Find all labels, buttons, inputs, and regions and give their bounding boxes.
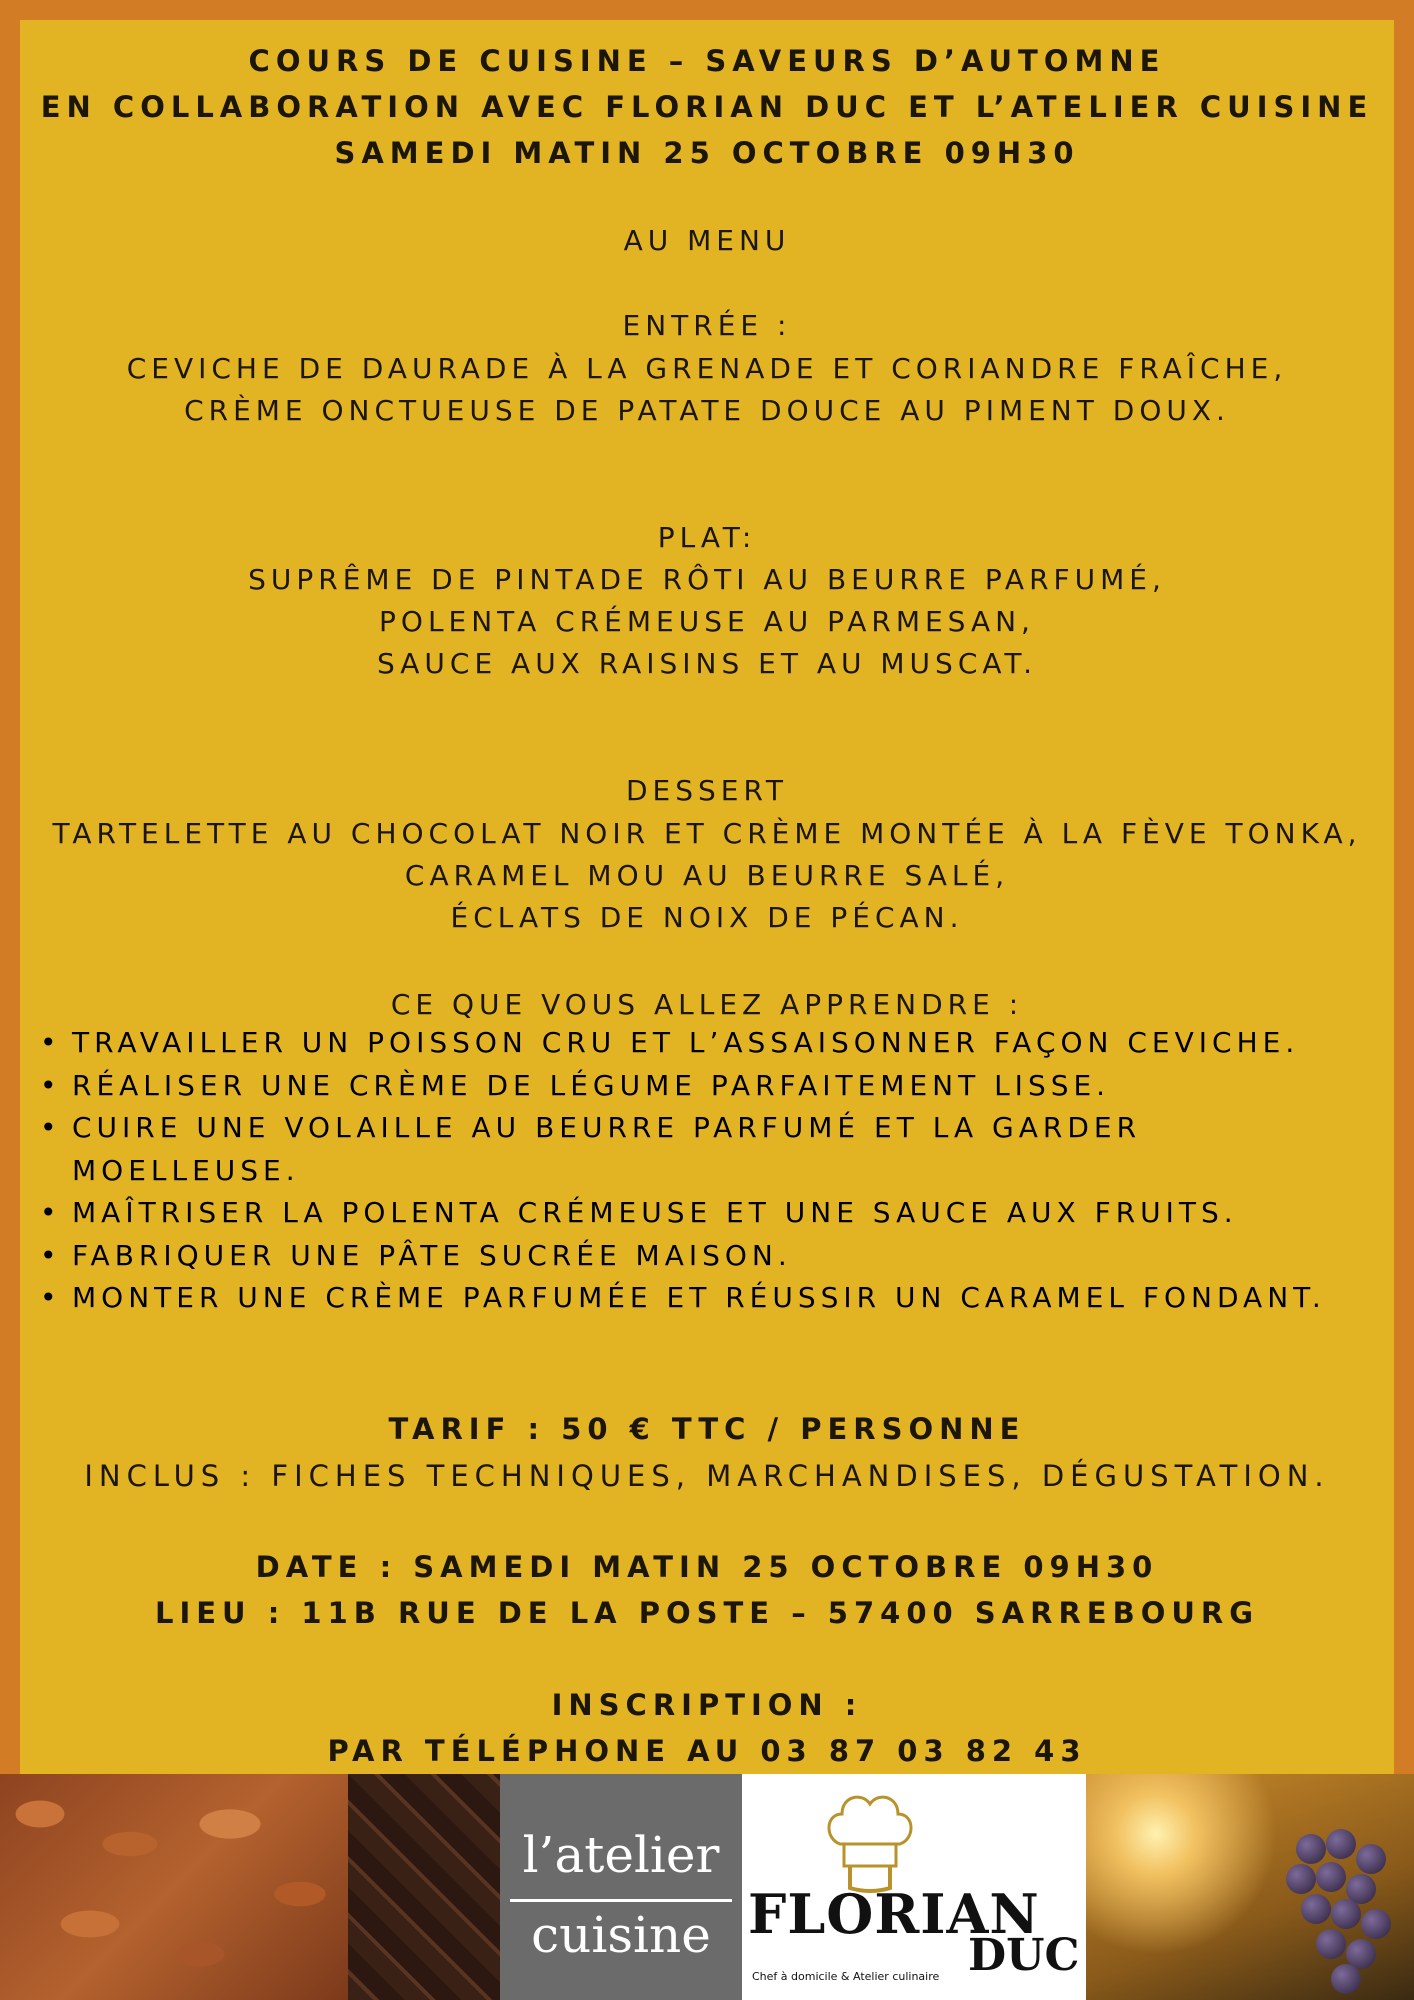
date-line: DATE : SAMEDI MATIN 25 OCTOBRE 09H30 — [255, 1550, 1159, 1584]
bullet: • — [40, 1281, 62, 1314]
plat-line: POLENTA CRÉMEUSE AU PARMESAN, — [379, 605, 1035, 638]
entree-line: CRÈME ONCTUEUSE DE PATATE DOUCE AU PIMENT DOUX. — [184, 394, 1230, 427]
collaboration-line: EN COLLABORATION AVEC FLORIAN DUC ET L’ATELIER CUISINE — [40, 90, 1374, 124]
dessert-line: ÉCLATS DE NOIX DE PÉCAN. — [450, 901, 964, 934]
learn-list — [40, 1022, 1326, 1320]
florian-duc-logo: FLORIAN DUC Chef à domicile & Atelier culinaire — [742, 1774, 1086, 2000]
bullet: • — [40, 1026, 62, 1059]
learn-heading: CE QUE VOUS ALLEZ APPRENDRE : — [390, 988, 1024, 1021]
dessert-line: TARTELETTE AU CHOCOLAT NOIR ET CRÈME MONTÉE À LA FÈVE TONKA, — [52, 817, 1362, 850]
chef-hat-icon — [820, 1784, 920, 1894]
grapes-photo — [1086, 1774, 1414, 2000]
inscription-label: INSCRIPTION : — [551, 1688, 863, 1722]
header-datetime: SAMEDI MATIN 25 OCTOBRE 09H30 — [334, 136, 1080, 170]
bullet: • — [40, 1196, 62, 1229]
dessert-label: DESSERT — [625, 774, 788, 807]
plat-line: SAUCE AUX RAISINS ET AU MUSCAT. — [376, 647, 1038, 680]
poster-title: COURS DE CUISINE – SAVEURS D’AUTOMNE — [248, 44, 1166, 78]
menu-heading: AU MENU — [623, 224, 791, 257]
list-item: • CUIRE UNE VOLAILLE AU BEURRE PARFUMÉ ET LA GARDER — [40, 1107, 1326, 1150]
sweet-potato-photo — [0, 1774, 348, 2000]
list-item: • MAÎTRISER LA POLENTA CRÉMEUSE ET UNE SAUCE AUX FRUITS. — [40, 1192, 1326, 1235]
list-item: • FABRIQUER UNE PÂTE SUCRÉE MAISON. — [40, 1235, 1326, 1278]
location-line: LIEU : 11B RUE DE LA POSTE – 57400 SARREBOURG — [154, 1596, 1260, 1630]
list-item-continuation: MOELLEUSE. — [72, 1153, 300, 1187]
list-item: • RÉALISER UNE CRÈME DE LÉGUME PARFAITEMENT LISSE. — [40, 1065, 1326, 1108]
plat-label: PLAT: — [657, 521, 757, 554]
photo-strip — [0, 1774, 1414, 2000]
list-item: • MONTER UNE CRÈME PARFUMÉE ET RÉUSSIR UN CARAMEL FONDANT. — [40, 1277, 1326, 1320]
poster-panel — [20, 20, 1394, 1774]
entree-label: ENTRÉE : — [622, 309, 792, 342]
plat-line: SUPRÊME DE PINTADE RÔTI AU BEURRE PARFUMÉ, — [248, 563, 1166, 596]
bullet: • — [40, 1068, 62, 1102]
bullet: • — [40, 1238, 62, 1272]
list-item: • TRAVAILLER UN POISSON CRU ET L’ASSAISONNER FAÇON CEVICHE. — [40, 1022, 1326, 1065]
dessert-line: CARAMEL MOU AU BEURRE SALÉ, — [404, 859, 1010, 892]
chocolate-photo — [348, 1774, 500, 2000]
atelier-cuisine-logo: l’atelier cuisine — [500, 1774, 742, 2000]
phone-line: PAR TÉLÉPHONE AU 03 87 03 82 43 — [327, 1734, 1087, 1768]
bullet: • — [40, 1111, 62, 1144]
included-line: INCLUS : FICHES TECHNIQUES, MARCHANDISES, DÉGUSTATION. — [84, 1459, 1330, 1493]
price-line: TARIF : 50 € TTC / PERSONNE — [388, 1412, 1026, 1446]
entree-line: CEVICHE DE DAURADE À LA GRENADE ET CORIANDRE FRAÎCHE, — [126, 352, 1288, 385]
